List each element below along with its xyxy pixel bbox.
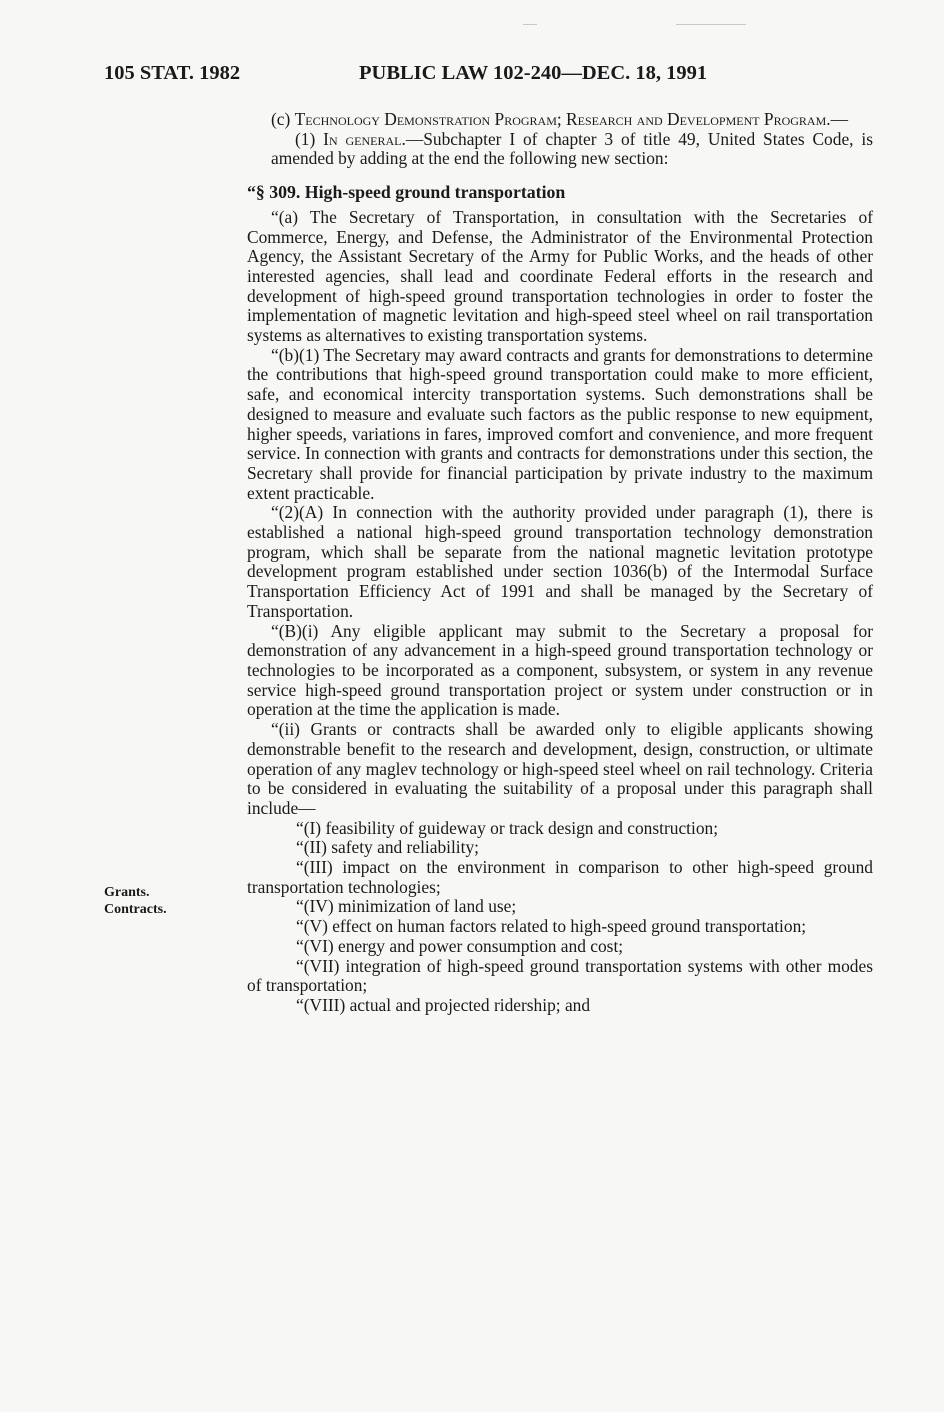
scan-artifact [523,24,537,25]
margin-note-contracts: Contracts. [104,902,167,917]
section-309-b2A: “(2)(A) In connection with the authority provided under paragraph (1), there is established a national high-speed ground transportation technology demonstration program, which shall be separate from the national magnetic levitation prototype development program established under section 1036(b) of the Intermodal Surface Transportation Efficiency Act of 1991 and shall be managed by the Secretary of Transportation. [247,502,873,621]
criterion-item: “(VI) energy and power consumption and cost; [296,935,624,956]
section-309-b2Bii: “(ii) Grants or contracts shall be awarded only to eligible applicants showing demonstrable benefit to the research and development, design, construction, or ultimate operation of any maglev technology or high-speed steel wheel on rail technology. Criteria to be considered in evaluating the suitability of a proposal under this paragraph shall include— [247,719,873,818]
subsection-c-heading: (c) Technology Demonstration Program; Research and Development Program.— [271,109,849,129]
running-header [104,62,754,90]
criterion-item: “(V) effect on human factors related to high-speed ground transportation; [296,916,807,937]
criterion-item: “(III) impact on the environment in comparison to other high-speed ground transportation technologies; [247,857,873,897]
section-309-a: “(a) The Secretary of Transportation, in consultation with the Secretaries of Commerce, Energy, and Defense, the Administrator of the Environmental Protection Agency, the Assistant Secretary of the Army for Public Works, and the heads of other interested agencies, shall lead and coordinate Federal efforts in the research and development of high-speed ground transportation technologies in order to foster the implementation of magnetic levitation and high-speed steel wheel on rail transportation systems as alternatives to existing transportation systems. [247,206,873,346]
section-309-b1: “(b)(1) The Secretary may award contracts and grants for demonstrations to determine the contributions that high-speed ground transportation could make to more efficient, safe, and economical intercity transportation systems. Such demonstrations shall be designed to measure and evaluate such factors as the public response to new equipment, higher speeds, variations in fares, improved comfort and convenience, and more frequent service. In connection with grants and contracts for demonstrations under this section, the Secretary shall provide for financial participation by private industry to the maximum extent practicable. [247,344,873,503]
criterion-item: “(VII) integration of high-speed ground transportation systems with other modes of transportation; [247,955,873,996]
margin-note-grants: Grants. [104,885,150,900]
statute-page-number: 105 STAT. 1982 [104,62,241,84]
margin-note [104,884,167,918]
statute-text [247,110,873,1016]
criterion-item: “(I) feasibility of guideway or track design and construction; [296,817,719,838]
scan-artifact [676,24,746,25]
section-309-heading: “§ 309. High-speed ground transportation [247,182,566,203]
section-309-b2Bi: “(B)(i) Any eligible applicant may submit to the Secretary a proposal for demonstration of any advancement in a high-speed ground transportation technology or technologies to be incorporated as a component, subsystem, or system in any revenue service high-speed ground transportation project or system under construction or in operation at the time the application is made. [247,620,873,720]
criterion-item: “(IV) minimization of land use; [296,896,517,917]
criterion-item: “(VIII) actual and projected ridership; and [296,994,591,1015]
criterion-item: “(II) safety and reliability; [296,837,480,858]
paragraph-1: (1) In general.—Subchapter I of chapter 3 of title 49, United States Code, is amended by adding at the end the following new section: [271,128,873,169]
public-law-citation: PUBLIC LAW 102-240—DEC. 18, 1991 [359,62,708,84]
